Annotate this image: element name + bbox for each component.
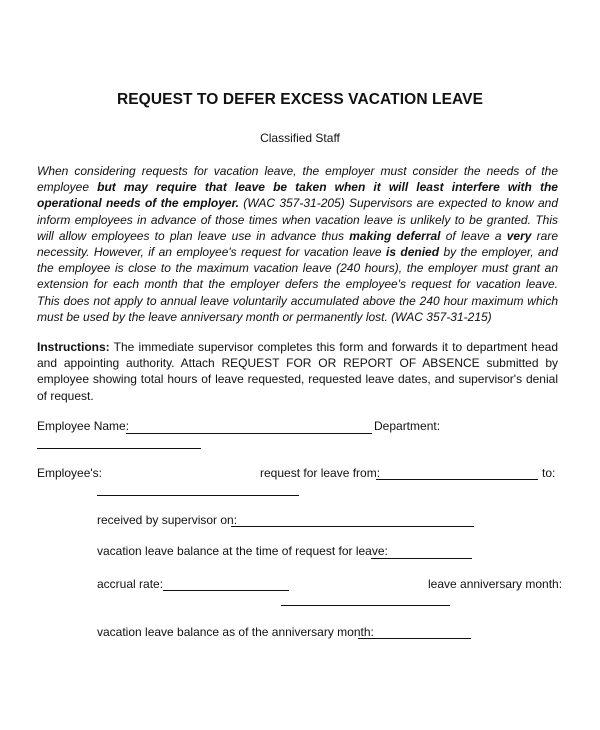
intro-text-7: rare necessity. However, if an employee's request for vacation leave — [37, 228, 559, 260]
page-subtitle: Classified Staff — [260, 131, 340, 145]
balance-request-label: vacation leave balance at the time of request for leave: — [97, 544, 388, 558]
balance-request-field[interactable] — [371, 558, 472, 559]
accrual-field[interactable] — [163, 590, 289, 591]
intro-text-8: is denied — [386, 245, 440, 260]
intro-text-9: by the employer, and the employee is close to the maximum vacation leave (240 hours), the employer must grant an extension for each month that the employer defers the employee's request for vacation leave. This does not apply to annual leave voluntarily accumulated above the 240 hour maximum which must be used by the leave anniversary month or permanently lost. (WAC 357-31-215) — [37, 245, 558, 324]
instructions-text: The immediate supervisor completes this form and forwards it to department head and appointing authority. Attach REQUEST FOR OR REPORT OF ABSENCE submitted by employee showing total hours of leave requested, requested leave dates, and supervisor's denial of request. — [37, 340, 558, 403]
anniversary-month-label: leave anniversary month: — [428, 577, 563, 591]
intro-text-3: (WAC 357-31-205) Supervisors are expected to know and inform employees in advance of those times when vacation leave is unlikely to be granted. This will allow employees to plan leave use in advance thus — [37, 196, 558, 243]
page-title: REQUEST TO DEFER EXCESS VACATION LEAVE — [116, 91, 484, 108]
employees-label: Employee's: — [37, 466, 102, 480]
employee-name-label: Employee Name: — [37, 419, 130, 433]
request-from-label: request for leave from: — [260, 466, 381, 480]
intro-text-2: but may require that leave be taken when it will least interfere with the operational needs of the employer. — [37, 180, 558, 211]
intro-text-4: making deferral — [349, 228, 441, 243]
intro-text-1: When considering requests for vacation leave, the employer must consider the needs of the employee — [37, 164, 558, 195]
instructions-label: Instructions: — [37, 340, 110, 354]
balance-anniversary-label: vacation leave balance as of the anniversary month: — [97, 625, 374, 639]
intro-paragraph — [37, 163, 558, 325]
intro-text-6: very — [506, 228, 532, 243]
received-label: received by supervisor on: — [97, 513, 238, 527]
employee-name-field[interactable] — [126, 433, 372, 434]
request-to-field[interactable] — [97, 495, 299, 496]
balance-anniversary-field[interactable] — [358, 638, 471, 639]
department-field[interactable] — [37, 448, 201, 449]
intro-text-5: of leave a — [445, 228, 502, 243]
accrual-label: accrual rate: — [97, 577, 164, 591]
anniversary-month-field[interactable] — [281, 605, 450, 606]
to-label: to: — [542, 466, 556, 480]
request-from-field[interactable] — [376, 479, 538, 480]
instructions-paragraph — [37, 339, 558, 404]
received-date-field[interactable] — [231, 526, 474, 527]
department-label: Department: — [374, 419, 441, 433]
